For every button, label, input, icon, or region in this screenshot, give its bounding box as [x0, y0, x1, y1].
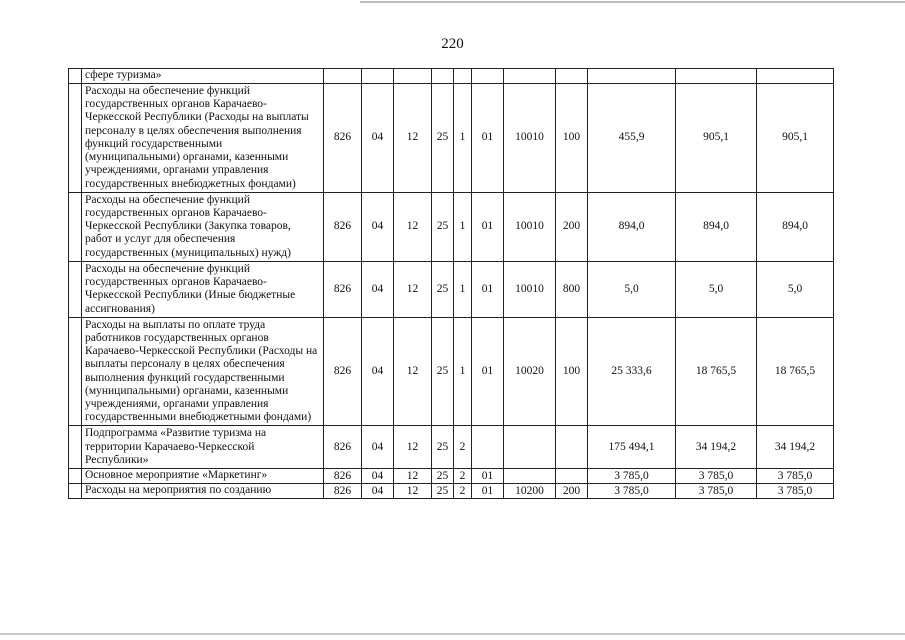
direction-code-cell: 10010: [504, 192, 556, 261]
subsection-code-cell: [394, 69, 432, 84]
section-code-cell: 04: [362, 426, 394, 469]
table-row: [69, 84, 834, 193]
row-name: Основное мероприятие «Маркетинг»: [82, 469, 324, 484]
row-name: Подпрограмма «Развитие туризма на территории Карачаево-Черкесской Республики»: [82, 426, 324, 469]
table-row: [69, 484, 834, 499]
amount-year3-cell: [757, 69, 834, 84]
ministry-code-cell: 826: [324, 261, 362, 317]
direction-code-cell: [504, 426, 556, 469]
subsection-code-cell: 12: [394, 484, 432, 499]
subsection-code-cell: 12: [394, 192, 432, 261]
row-number-cell: [69, 192, 82, 261]
amount-year3-cell: 3 785,0: [757, 484, 834, 499]
subsection-code-cell: 12: [394, 426, 432, 469]
amount-year2-cell: 18 765,5: [676, 317, 757, 426]
subprogram-code-cell: 2: [454, 426, 472, 469]
amount-year1-cell: 5,0: [588, 261, 676, 317]
amount-year2-cell: 3 785,0: [676, 484, 757, 499]
direction-code-cell: 10200: [504, 484, 556, 499]
amount-year3-cell: 894,0: [757, 192, 834, 261]
row-number-cell: [69, 261, 82, 317]
section-code-cell: [362, 69, 394, 84]
table-row: [69, 69, 834, 84]
expense-type-cell: 800: [556, 261, 588, 317]
amount-year3-cell: 34 194,2: [757, 426, 834, 469]
direction-code-cell: 10010: [504, 261, 556, 317]
amount-year1-cell: 175 494,1: [588, 426, 676, 469]
subprogram-code-cell: 2: [454, 484, 472, 499]
row-number-cell: [69, 317, 82, 426]
amount-year3-cell: 18 765,5: [757, 317, 834, 426]
amount-year1-cell: 25 333,6: [588, 317, 676, 426]
row-number-cell: [69, 426, 82, 469]
activity-code-cell: 01: [472, 261, 504, 317]
program-code-cell: [432, 69, 454, 84]
row-number-cell: [69, 484, 82, 499]
direction-code-cell: 10020: [504, 317, 556, 426]
table-row: [69, 317, 834, 426]
expense-type-cell: 100: [556, 317, 588, 426]
direction-code-cell: [504, 69, 556, 84]
program-code-cell: 25: [432, 261, 454, 317]
direction-code-cell: [504, 469, 556, 484]
amount-year1-cell: 3 785,0: [588, 469, 676, 484]
table-row: [69, 426, 834, 469]
subsection-code-cell: 12: [394, 84, 432, 193]
amount-year1-cell: 3 785,0: [588, 484, 676, 499]
section-code-cell: 04: [362, 469, 394, 484]
amount-year1-cell: 455,9: [588, 84, 676, 193]
table-row: [69, 192, 834, 261]
section-code-cell: 04: [362, 317, 394, 426]
subprogram-code-cell: [454, 69, 472, 84]
ministry-code-cell: 826: [324, 317, 362, 426]
subsection-code-cell: 12: [394, 469, 432, 484]
section-code-cell: 04: [362, 261, 394, 317]
program-code-cell: 25: [432, 469, 454, 484]
expense-type-cell: 200: [556, 484, 588, 499]
subprogram-code-cell: 1: [454, 317, 472, 426]
scan-artifact-bottom: [0, 633, 905, 635]
expense-type-cell: 200: [556, 192, 588, 261]
ministry-code-cell: [324, 69, 362, 84]
section-code-cell: 04: [362, 84, 394, 193]
program-code-cell: 25: [432, 192, 454, 261]
activity-code-cell: [472, 426, 504, 469]
amount-year2-cell: [676, 69, 757, 84]
amount-year2-cell: 5,0: [676, 261, 757, 317]
ministry-code-cell: 826: [324, 192, 362, 261]
program-code-cell: 25: [432, 426, 454, 469]
program-code-cell: 25: [432, 484, 454, 499]
row-number-cell: [69, 469, 82, 484]
amount-year2-cell: 34 194,2: [676, 426, 757, 469]
table-row: [69, 261, 834, 317]
activity-code-cell: 01: [472, 317, 504, 426]
activity-code-cell: 01: [472, 192, 504, 261]
row-name: Расходы на выплаты по оплате труда работников государственных органов Карачаево-Черкесской Республики (Расходы на выплаты персоналу в целях обеспечения выполнения функций государственными (муниципальными) органами, казенными учреждениями, органами управления государственными внебюджетными фондами): [82, 317, 324, 426]
expense-type-cell: 100: [556, 84, 588, 193]
ministry-code-cell: 826: [324, 426, 362, 469]
subprogram-code-cell: 2: [454, 469, 472, 484]
activity-code-cell: 01: [472, 469, 504, 484]
amount-year2-cell: 894,0: [676, 192, 757, 261]
amount-year2-cell: 3 785,0: [676, 469, 757, 484]
section-code-cell: 04: [362, 484, 394, 499]
section-code-cell: 04: [362, 192, 394, 261]
activity-code-cell: 01: [472, 84, 504, 193]
subprogram-code-cell: 1: [454, 84, 472, 193]
direction-code-cell: 10010: [504, 84, 556, 193]
amount-year3-cell: 905,1: [757, 84, 834, 193]
activity-code-cell: 01: [472, 484, 504, 499]
subprogram-code-cell: 1: [454, 192, 472, 261]
subprogram-code-cell: 1: [454, 261, 472, 317]
amount-year3-cell: 5,0: [757, 261, 834, 317]
row-name: Расходы на мероприятия по созданию: [82, 484, 324, 499]
expense-type-cell: [556, 469, 588, 484]
program-code-cell: 25: [432, 317, 454, 426]
row-number-cell: [69, 69, 82, 84]
expense-type-cell: [556, 426, 588, 469]
row-number-cell: [69, 84, 82, 193]
amount-year2-cell: 905,1: [676, 84, 757, 193]
page-number: 220: [441, 36, 464, 52]
table-row: [69, 469, 834, 484]
amount-year1-cell: 894,0: [588, 192, 676, 261]
row-name: Расходы на обеспечение функций государственных органов Карачаево-Черкесской Республики (Закупка товаров, работ и услуг для обеспечения государственных (муниципальных) нужд): [82, 192, 324, 261]
row-name: Расходы на обеспечение функций государственных органов Карачаево-Черкесской Республики (Иные бюджетные ассигнования): [82, 261, 324, 317]
amount-year3-cell: 3 785,0: [757, 469, 834, 484]
amount-year1-cell: [588, 69, 676, 84]
activity-code-cell: [472, 69, 504, 84]
budget-table: [68, 68, 834, 499]
row-name: Расходы на обеспечение функций государственных органов Карачаево-Черкесской Республики (Расходы на выплаты персоналу в целях обеспечения выполнения функций государственными (муниципальными) органами, казенными учреждениями, органами управления государственных внебюджетных фондами): [82, 84, 324, 193]
program-code-cell: 25: [432, 84, 454, 193]
ministry-code-cell: 826: [324, 469, 362, 484]
subsection-code-cell: 12: [394, 261, 432, 317]
scan-artifact-top: [360, 1, 905, 3]
ministry-code-cell: 826: [324, 484, 362, 499]
subsection-code-cell: 12: [394, 317, 432, 426]
expense-type-cell: [556, 69, 588, 84]
row-name: сфере туризма»: [82, 69, 324, 84]
ministry-code-cell: 826: [324, 84, 362, 193]
